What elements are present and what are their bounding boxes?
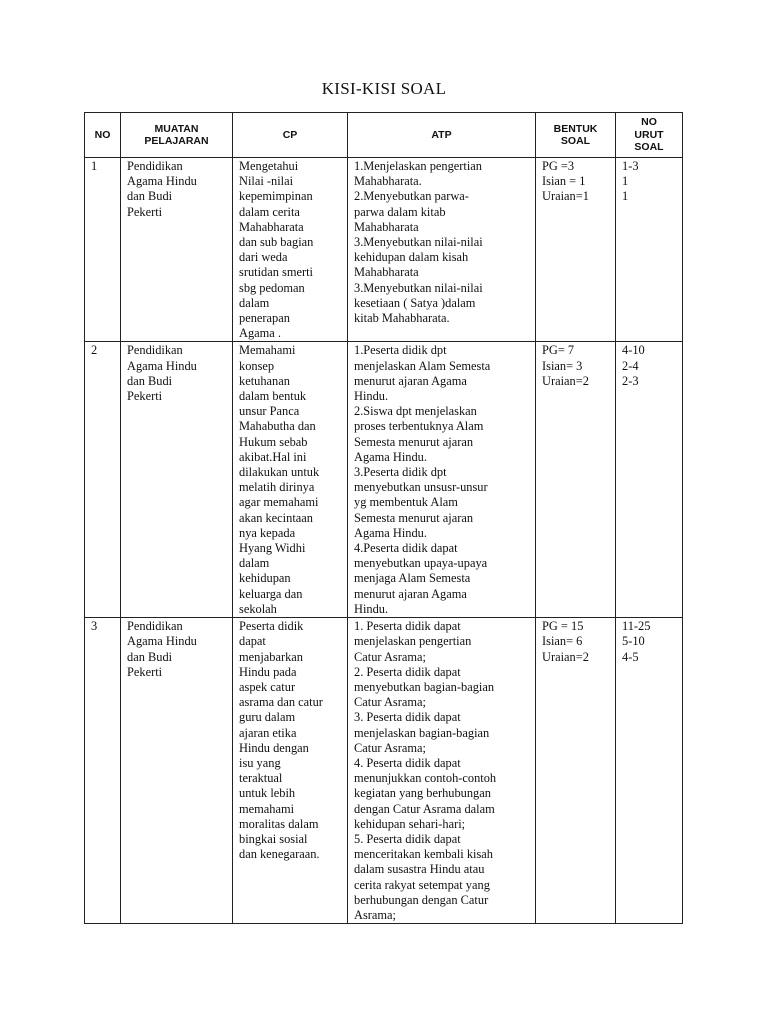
page-title: KISI-KISI SOAL [321, 79, 447, 98]
header-no: NO [85, 113, 121, 158]
cell-no-urut-soal: 11-25 5-10 4-5 [616, 618, 683, 924]
header-muatan-pelajaran: MUATAN PELAJARAN [121, 113, 233, 158]
header-atp: ATP [348, 113, 536, 158]
kisi-kisi-table [84, 112, 683, 924]
cell-no: 2 [85, 342, 121, 618]
cell-cp: Mengetahui Nilai -nilai kepemimpinan dalam cerita Mahabharata dan sub bagian dari weda srutidan smerti sbg pedoman dalam penerapan Agama . [233, 158, 348, 342]
cell-bentuk-soal: PG= 7 Isian= 3 Uraian=2 [536, 342, 616, 618]
table-header-row [85, 113, 683, 158]
header-no-urut-soal: NO URUT SOAL [616, 113, 683, 158]
cell-atp: 1.Peserta didik dpt menjelaskan Alam Semesta menurut ajaran Agama Hindu. 2.Siswa dpt menjelaskan proses terbentuknya Alam Semesta menurut ajaran Agama Hindu. 3.Peserta didik dpt menyebutkan unsusr-unsur yg membentuk Alam Semesta menurut ajaran Agama Hindu. 4.Peserta didik dapat menyebutkan upaya-upaya menjaga Alam Semesta menurut ajaran Agama Hindu. [348, 342, 536, 618]
header-cp: CP [233, 113, 348, 158]
cell-atp: 1. Peserta didik dapat menjelaskan pengertian Catur Asrama; 2. Peserta didik dapat menyebutkan bagian-bagian Catur Asrama; 3. Peserta didik dapat menjelaskan bagian-bagian Catur Asrama; 4. Peserta didik dapat menunjukkan contoh-contoh kegiatan yang berhubungan dengan Catur Asrama dalam kehidupan sehari-hari; 5. Peserta didik dapat menceritakan kembali kisah dalam susastra Hindu atau cerita rakyat setempat yang berhubungan dengan Catur Asrama; [348, 618, 536, 924]
cell-cp: Memahami konsep ketuhanan dalam bentuk unsur Panca Mahabutha dan Hukum sebab akibat.Hal ini dilakukan untuk melatih dirinya agar memahami akan kecintaan nya kepada Hyang Widhi dalam kehidupan keluarga dan sekolah [233, 342, 348, 618]
cell-muatan: Pendidikan Agama Hindu dan Budi Pekerti [121, 342, 233, 618]
cell-bentuk-soal: PG = 15 Isian= 6 Uraian=2 [536, 618, 616, 924]
cell-no: 3 [85, 618, 121, 924]
cell-no-urut-soal: 1-3 1 1 [616, 158, 683, 342]
cell-cp: Peserta didik dapat menjabarkan Hindu pada aspek catur asrama dan catur guru dalam ajaran etika Hindu dengan isu yang teraktual untuk lebih memahami moralitas dalam bingkai sosial dan kenegaraan. [233, 618, 348, 924]
table-row [85, 618, 683, 924]
cell-muatan: Pendidikan Agama Hindu dan Budi Pekerti [121, 158, 233, 342]
table-row [85, 342, 683, 618]
cell-bentuk-soal: PG =3 Isian = 1 Uraian=1 [536, 158, 616, 342]
header-bentuk-soal: BENTUK SOAL [536, 113, 616, 158]
cell-atp: 1.Menjelaskan pengertian Mahabharata. 2.Menyebutkan parwa- parwa dalam kitab Mahabharata 3.Menyebutkan nilai-nilai kehidupan dalam kisah Mahabharata 3.Menyebutkan nilai-nilai kesetiaan ( Satya )dalam kitab Mahabharata. [348, 158, 536, 342]
cell-muatan: Pendidikan Agama Hindu dan Budi Pekerti [121, 618, 233, 924]
table-row [85, 158, 683, 342]
cell-no: 1 [85, 158, 121, 342]
cell-no-urut-soal: 4-10 2-4 2-3 [616, 342, 683, 618]
